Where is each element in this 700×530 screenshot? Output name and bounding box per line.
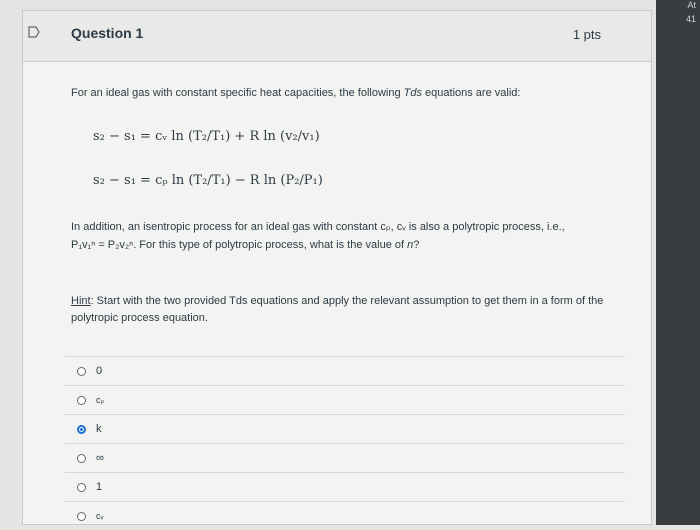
answer-label: cᵥ — [96, 511, 104, 521]
radio-button[interactable] — [77, 454, 86, 463]
answer-option[interactable] — [65, 356, 625, 385]
corner-text-2: 41 — [685, 14, 696, 24]
hint-label: Hint — [71, 295, 91, 307]
hint-body: : Start with the two provided Tds equations and apply the relevant assumption to get them in a form of the polytropic process equation. — [71, 295, 604, 324]
hint — [71, 293, 611, 327]
prompt-line-1-a: For an ideal gas with constant specific heat capacities, the following — [71, 87, 404, 99]
flag-question-icon[interactable] — [27, 25, 41, 39]
prompt-line-3-b: n — [407, 239, 414, 251]
answer-option[interactable] — [65, 443, 625, 472]
answer-label: 1 — [96, 481, 103, 493]
answer-option[interactable] — [65, 501, 625, 530]
equation-1: s₂ − s₁ = cᵥ ln (T₂/T₁) + R ln (v₂/v₁) — [93, 129, 320, 144]
answer-label: ∞ — [96, 452, 104, 464]
radio-button[interactable] — [77, 512, 86, 521]
answer-option[interactable] — [65, 472, 625, 501]
question-card — [22, 10, 652, 525]
answer-label: cₚ — [96, 394, 105, 405]
radio-button[interactable] — [77, 367, 86, 376]
radio-button[interactable] — [77, 483, 86, 492]
answer-label: 0 — [96, 365, 103, 377]
prompt-line-2: In addition, an isentropic process for an ideal gas with constant cₚ, cᵥ is also a polytropic process, i.e., — [71, 221, 565, 233]
answer-option[interactable] — [65, 414, 625, 443]
radio-button-selected[interactable] — [77, 425, 86, 434]
question-title: Question 1 — [71, 25, 144, 41]
prompt-line-1-b: Tds — [403, 87, 422, 99]
answer-option[interactable] — [65, 385, 625, 414]
prompt-line-1-c: equations are valid: — [421, 87, 521, 99]
question-header — [23, 11, 651, 62]
equation-2: s₂ − s₁ = cₚ ln (T₂/T₁) − R ln (P₂/P₁) — [93, 173, 323, 188]
radio-button[interactable] — [77, 396, 86, 405]
prompt-line-3-a: P₁v₁ⁿ = P₂v₂ⁿ. For this type of polytropic process, what is the value of — [71, 239, 408, 251]
prompt-line-3 — [71, 237, 419, 253]
prompt-line-3-c: ? — [413, 239, 420, 251]
question-points: 1 pts — [572, 27, 601, 42]
right-edge — [656, 0, 700, 525]
corner-text-1: At — [687, 0, 696, 10]
answer-label: k — [96, 423, 102, 435]
answer-list — [65, 356, 625, 530]
prompt-line-1 — [71, 85, 520, 101]
